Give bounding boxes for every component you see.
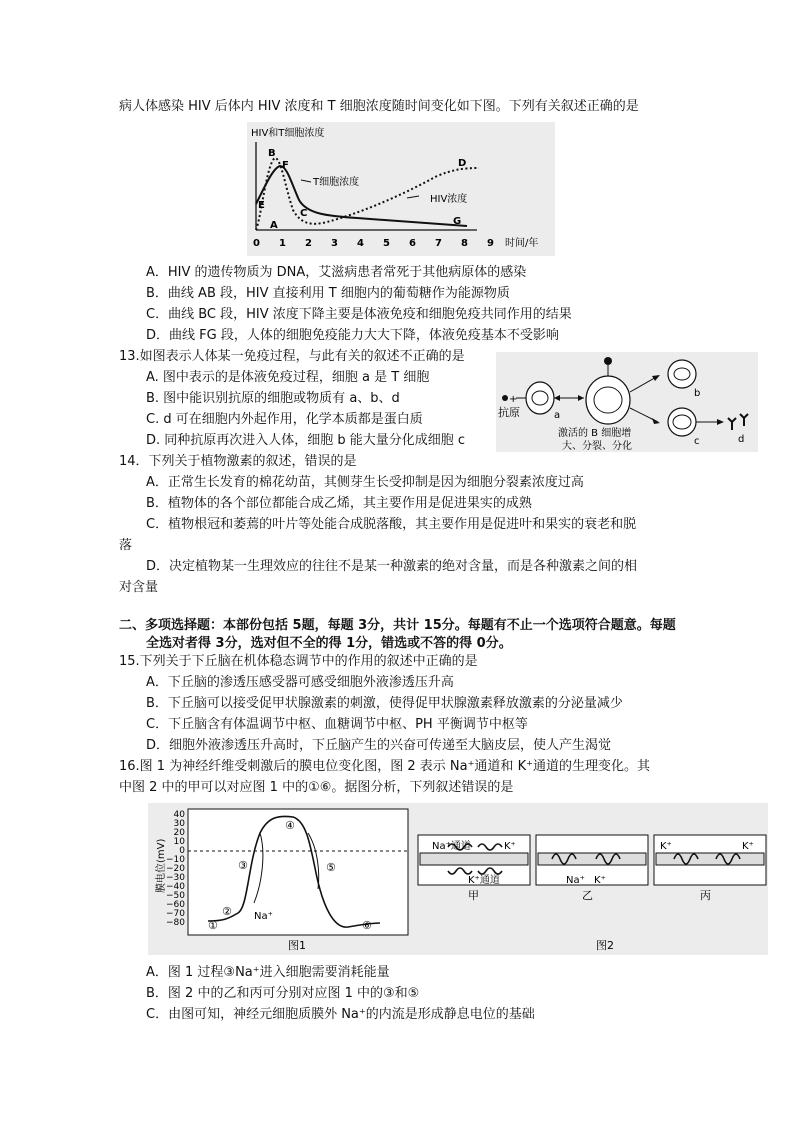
q15-option-a: A．下丘脑的渗透压感受器可感受细胞外液渗透压升高 — [146, 675, 454, 690]
q16-stem-2: 中图 2 中的甲可以对应图 1 中的①⑥。据图分析，下列叙述错误的是 — [119, 780, 514, 795]
tick: 8 — [461, 238, 468, 249]
panel-yi-label: 乙 — [582, 889, 593, 902]
fig1-na-label: Na⁺ — [254, 911, 273, 922]
yi-na-label: Na⁺ — [566, 875, 585, 886]
q16-option-a: A．图 1 过程③Na⁺进入细胞需要消耗能量 — [146, 965, 390, 980]
q12-stem: 病人体感染 HIV 后体内 HIV 浓度和 T 细胞浓度随时间变化如下图。下列有关叙述正确的是 — [119, 99, 639, 114]
k-channel-label: K⁺通道 — [468, 875, 500, 886]
ytick: −50 — [166, 891, 185, 901]
q12-option-b: B．曲线 AB 段，HIV 直接利用 T 细胞内的葡萄糖作为能源物质 — [146, 286, 510, 301]
q14-option-a: A．正常生长发育的棉花幼苗，其侧芽生长受抑制是因为细胞分裂素浓度过高 — [146, 475, 584, 490]
q12-option-c: C．曲线 BC 段，HIV 浓度下降主要是体液免疫和细胞免疫共同作用的结果 — [146, 307, 572, 322]
q12-option-d: D．曲线 FG 段，人体的细胞免疫能力大大下降，体液免疫基本不受影响 — [146, 328, 559, 343]
bing-k-right-label: K⁺ — [742, 841, 754, 852]
b-cell-caption-1: 激活的 B 细胞增 — [558, 428, 632, 439]
tick: 9 — [487, 238, 494, 249]
tick: 6 — [409, 238, 416, 249]
tick: 1 — [279, 238, 286, 249]
ytick: −80 — [166, 918, 185, 928]
tick: 0 — [253, 238, 260, 249]
q14-option-c: C．植物根冠和萎蔫的叶片等处能合成脱落酸，其主要作用是促进叶和果实的衰老和脱 — [146, 517, 637, 532]
hiv-label: HIV浓度 — [430, 194, 468, 205]
q14-stem: 14．下列关于植物激素的叙述，错误的是 — [119, 454, 357, 469]
chart-ylabel: HIV和T细胞浓度 — [251, 128, 325, 139]
point-e: E — [258, 200, 265, 211]
fig1-caption: 图1 — [288, 939, 306, 952]
section-2-title: 二、多项选择题：本部份包括 5题，每题 3分，共计 15分。每题有不止一个选项符合题意。每题 — [119, 618, 676, 633]
chart-xlabel: 时间/年 — [505, 238, 539, 249]
point-f: F — [282, 160, 289, 171]
ytick: 20 — [173, 828, 185, 838]
q14-option-d-cont: 对含量 — [119, 580, 159, 595]
tick: 3 — [331, 238, 338, 249]
ytick: 0 — [179, 846, 185, 856]
q13-option-a: A. 图中表示的是体液免疫过程，细胞 a 是 T 细胞 — [146, 370, 430, 385]
cell-b-label: b — [694, 388, 701, 399]
ytick: −10 — [166, 855, 185, 865]
mark-2: ② — [222, 905, 232, 918]
ytick: 30 — [173, 819, 185, 829]
mark-1: ① — [208, 919, 218, 932]
fig2-panel-bing — [654, 835, 766, 902]
panel-bing-label: 丙 — [700, 889, 711, 902]
q14-option-d: D．决定植物某一生理效应的往往不是某一种激素的绝对含量，而是各种激素之间的相 — [146, 559, 638, 574]
membrane-potential-figure — [148, 803, 768, 955]
tick: 4 — [357, 238, 364, 249]
tick: 2 — [305, 238, 312, 249]
q14-option-c-cont: 落 — [119, 538, 133, 553]
q16-option-c: C．由图可知，神经元细胞质膜外 Na⁺的内流是形成静息电位的基础 — [146, 1007, 535, 1022]
svg-text:+: + — [509, 394, 518, 405]
t-cell-label: T细胞浓度 — [313, 177, 360, 188]
mark-5: ⑤ — [326, 861, 336, 874]
q15-stem: 15.下列关于下丘脑在机体稳态调节中的作用的叙述中正确的是 — [119, 654, 478, 669]
ytick: 10 — [173, 837, 185, 847]
ytick: −30 — [166, 873, 185, 883]
k-top-label: K⁺ — [504, 841, 516, 852]
mark-6: ⑥ — [362, 919, 372, 932]
point-a: A — [270, 220, 278, 231]
ytick: 40 — [173, 810, 185, 820]
mark-4: ④ — [285, 819, 295, 832]
yi-k-label: K⁺ — [594, 875, 606, 886]
cell-c-label: c — [694, 436, 700, 447]
b-cell-caption-2: 大、分裂、分化 — [562, 441, 632, 452]
q13-option-c: C. d 可在细胞内外起作用，化学本质都是蛋白质 — [146, 412, 423, 427]
q13-option-b: B. 图中能识别抗原的细胞或物质有 a、b、d — [146, 391, 400, 406]
q15-option-d: D．细胞外液渗透压升高时，下丘脑产生的兴奋可传递至大脑皮层，使人产生渴觉 — [146, 738, 612, 753]
tick: 7 — [435, 238, 442, 249]
panel-jia-label: 甲 — [468, 889, 479, 902]
q16-option-b: B．图 2 中的乙和丙可分别对应图 1 中的③和⑤ — [146, 986, 420, 1001]
ytick: −40 — [166, 882, 185, 892]
q14-option-b: B．植物体的各个部位都能合成乙烯，其主要作用是促进果实的成熟 — [146, 496, 532, 511]
q15-option-b: B．下丘脑可以接受促甲状腺激素的刺激，使得促甲状腺激素释放激素的分泌量减少 — [146, 696, 623, 711]
fig2-panel-yi — [536, 835, 648, 902]
q15-option-c: C．下丘脑含有体温调节中枢、血糖调节中枢、PH 平衡调节中枢等 — [146, 717, 528, 732]
q12-option-a: A．HIV 的遗传物质为 DNA，艾滋病患者常死于其他病原体的感染 — [146, 265, 527, 280]
bing-k-left-label: K⁺ — [660, 841, 672, 852]
immune-process-diagram — [496, 352, 758, 452]
mark-3: ③ — [238, 859, 248, 872]
q13-option-d: D. 同种抗原再次进入人体，细胞 b 能大量分化成细胞 c — [146, 433, 466, 448]
na-channel-label: Na⁺通道 — [432, 841, 471, 852]
fig2-caption: 图2 — [596, 939, 614, 952]
antigen-label: 抗原 — [498, 406, 520, 419]
section-2-rules: 全选对者得 3分，选对但不全的得 1分，错选或不答的得 0分。 — [146, 636, 512, 651]
fig2-panel-jia — [418, 835, 530, 902]
ytick: −70 — [166, 909, 185, 919]
fig1-ylabel: 膜电位(mV) — [156, 838, 167, 893]
hiv-t-cell-chart — [247, 122, 555, 256]
tick: 5 — [383, 238, 390, 249]
q16-stem-1: 16.图 1 为神经纤维受刺激后的膜电位变化图，图 2 表示 Na⁺通道和 K⁺通道的生理变化。其 — [119, 759, 650, 774]
ytick: −20 — [166, 864, 185, 874]
antibody-d-label: d — [738, 434, 745, 445]
point-c: C — [300, 208, 308, 219]
point-b: B — [268, 148, 276, 159]
point-g: G — [453, 216, 462, 227]
ytick: −60 — [166, 900, 185, 910]
cell-a-label: a — [554, 410, 561, 421]
q13-stem: 13.如图表示人体某一免疫过程，与此有关的叙述不正确的是 — [119, 349, 465, 364]
point-d: D — [458, 158, 467, 169]
